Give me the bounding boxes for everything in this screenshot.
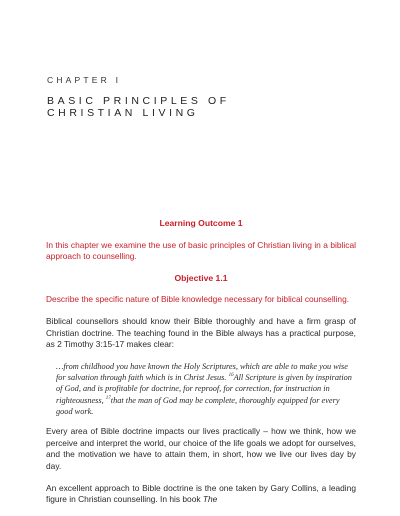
quote-part-1: …from childhood you have known the Holy Scriptures, which are able to make you wise for salvation through faith which is in Christ Jesus.: [56, 361, 348, 383]
quote-part-3: that the man of God may be complete, thoroughly equipped for every good work.: [56, 395, 340, 416]
learning-outcome-text: In this chapter we examine the use of basic principles of Christian living in a biblical approach to counselling.: [46, 239, 356, 262]
body-paragraph-3: [46, 483, 356, 506]
quote-part-2: All Scripture is given by inspiration of God, and is profitable for doctrine, for reproof, for correction, for instruction in righteousness,: [56, 373, 352, 405]
verse-number-16: 16: [228, 373, 234, 379]
verse-number-17: 17: [105, 395, 111, 401]
learning-outcome-heading: Learning Outcome 1: [159, 218, 243, 228]
objective-heading: Objective 1.1: [174, 272, 228, 283]
book-title-fragment: The: [202, 494, 218, 505]
body-paragraph-3-text: An excellent approach to Bible doctrine is the one taken by Gary Collins, a leading figure in Christian counselling. In his book: [46, 482, 356, 505]
scripture-quote: [56, 361, 356, 417]
objective-text: Describe the specific nature of Bible knowledge necessary for biblical counselling.: [46, 294, 350, 305]
chapter-title-line-1: BASIC PRINCIPLES OF: [47, 95, 230, 107]
page-content: [46, 218, 356, 516]
body-paragraph-1: Biblical counsellors should know their Bible thoroughly and have a firm grasp of Christian doctrine. The teaching found in the Bible always has a practical purpose, as 2 Timothy 3:15-17 makes clear:: [46, 315, 356, 350]
chapter-label: CHAPTER I: [47, 75, 122, 85]
body-paragraph-2: Every area of Bible doctrine impacts our lives practically – how we think, how we perceive and interpret the world, our choice of the life goals we adopt for ourselves, and the motivation we have to attain them, in short, how we live our lives day by day.: [46, 426, 356, 472]
chapter-title: [47, 95, 230, 119]
chapter-title-line-2: CHRISTIAN LIVING: [47, 107, 199, 119]
